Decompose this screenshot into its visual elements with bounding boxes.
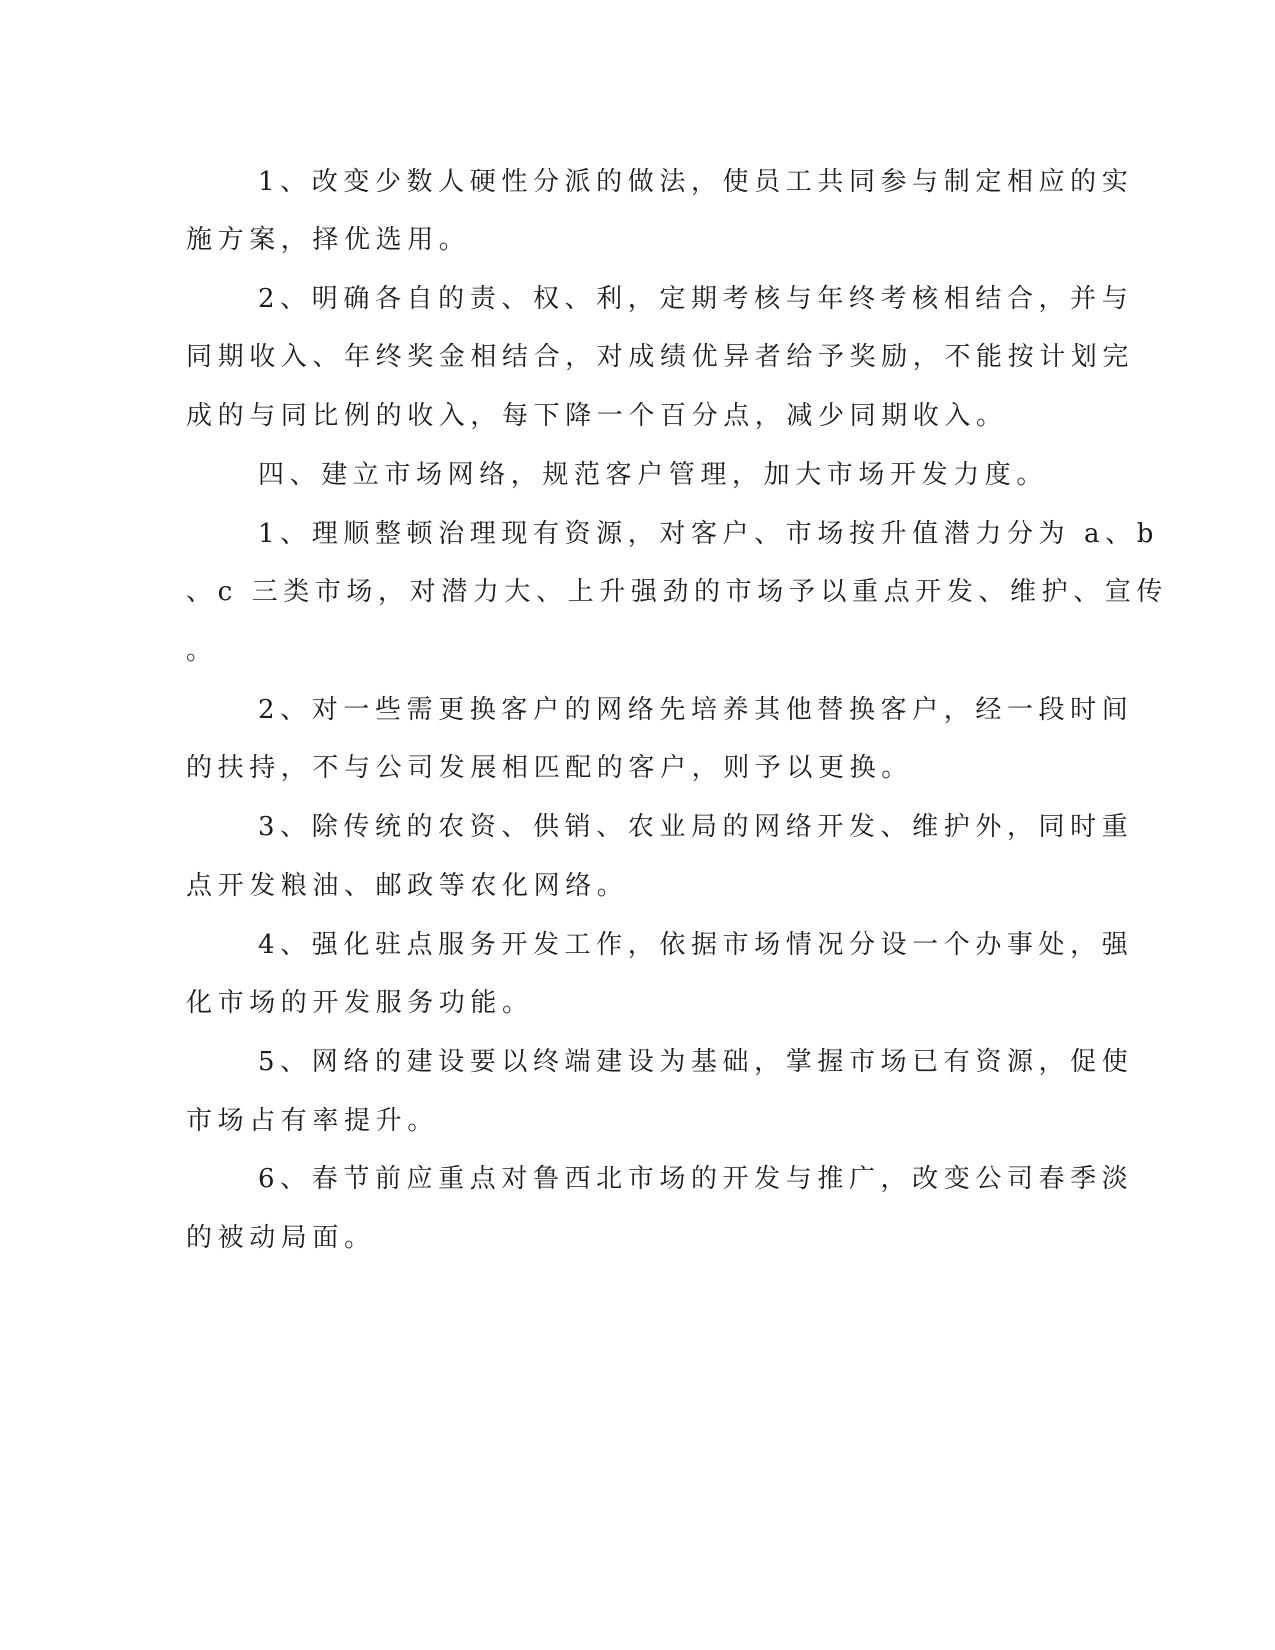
paragraph-1-line-2: 施方案，择优选用。 [186, 225, 471, 255]
paragraph-4-line-2: 的扶持，不与公司发展相匹配的客户，则予以更换。 [186, 753, 913, 783]
paragraph-7-line-2: 市场占有率提升。 [186, 1106, 439, 1136]
paragraph-3-line-3: 。 [186, 636, 218, 666]
paragraph-5-line-2: 点开发粮油、邮政等农化网络。 [186, 871, 629, 901]
paragraph-6-line-2: 化市场的开发服务功能。 [186, 988, 534, 1018]
paragraph-7-line-1: 5、网络的建设要以终端建设为基础，掌握市场已有资源，促使 [258, 1047, 1134, 1077]
paragraph-4-line-1: 2、对一些需更换客户的网络先培养其他替换客户，经一段时间 [258, 695, 1134, 725]
paragraph-2-line-2: 同期收入、年终奖金相结合，对成绩优异者给予奖励，不能按计划完 [186, 342, 1135, 372]
paragraph-3-line-2: 、c 三类市场，对潜力大、上升强劲的市场予以重点开发、维护、宣传 [186, 577, 1169, 607]
paragraph-8-line-1: 6、春节前应重点对鲁西北市场的开发与推广，改变公司春季淡 [258, 1164, 1134, 1194]
paragraph-5-line-1: 3、除传统的农资、供销、农业局的网络开发、维护外，同时重 [258, 812, 1134, 842]
paragraph-2-line-1: 2、明确各自的责、权、利，定期考核与年终考核相结合，并与 [258, 284, 1134, 314]
paragraph-6-line-1: 4、强化驻点服务开发工作，依据市场情况分设一个办事处，强 [258, 930, 1134, 960]
paragraph-2-line-3: 成的与同比例的收入，每下降一个百分点，减少同期收入。 [186, 401, 1008, 431]
section-heading-4: 四、建立市场网络，规范客户管理，加大市场开发力度。 [258, 460, 1049, 490]
paragraph-8-line-2: 的被动局面。 [186, 1223, 376, 1253]
paragraph-1-line-1: 1、改变少数人硬性分派的做法，使员工共同参与制定相应的实 [258, 167, 1134, 197]
paragraph-3-line-1: 1、理顺整顿治理现有资源，对客户、市场按升值潜力分为 a、b [258, 519, 1159, 549]
